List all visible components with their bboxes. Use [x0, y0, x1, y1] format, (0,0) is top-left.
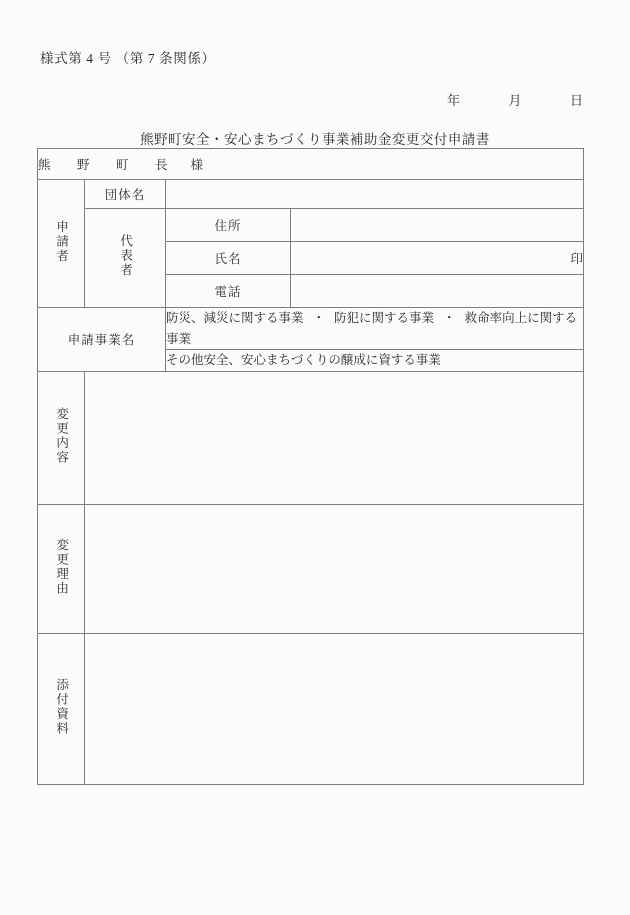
name-value-field[interactable] [291, 242, 584, 275]
change-reason-label-cell [38, 504, 85, 633]
attachments-label-cell [38, 633, 85, 784]
name-label-cell [166, 242, 291, 275]
change-content-field[interactable] [85, 371, 584, 504]
address-label: 住所 [214, 219, 242, 233]
table-row-attachments [38, 633, 584, 784]
page-title: 熊野町安全・安心まちづくり事業補助金変更交付申請書 [140, 132, 490, 147]
addressee-cell [38, 149, 584, 180]
project-option-1[interactable] [166, 308, 584, 350]
date-month-label: 月 [508, 93, 522, 108]
addressee-name: 熊 野 町 長 [38, 158, 175, 172]
project-option-separator: ・ [443, 311, 456, 325]
project-option-1-part-3: 救命率向上に関する事業 [166, 311, 578, 346]
project-option-1-part-1: 防災、減災に関する事業 [166, 311, 304, 325]
organization-label: 団体名 [104, 188, 146, 202]
organization-value-field[interactable] [166, 180, 584, 209]
date-day-label: 日 [569, 93, 583, 108]
organization-label-cell [85, 180, 166, 209]
project-name-label-cell [38, 308, 166, 372]
change-reason-label: 変更理由 [54, 537, 69, 596]
address-value-field[interactable] [291, 209, 584, 242]
date-year-label: 年 [446, 93, 460, 108]
attachments-label: 添付資料 [54, 677, 69, 736]
table-row-change-content [38, 371, 584, 504]
seal-icon: 印 [570, 252, 584, 266]
addressee-honorific: 様 [190, 158, 211, 172]
name-label: 氏名 [214, 252, 242, 266]
table-row-addressee [38, 149, 584, 180]
form-code: 様式第 4 号 （第 7 条関係） [40, 51, 216, 66]
phone-label: 電話 [214, 285, 242, 299]
table-row-change-reason [38, 504, 584, 633]
representative-label: 代表者 [118, 234, 133, 278]
project-name-label: 申請事業名 [67, 333, 136, 348]
address-label-cell [166, 209, 291, 242]
applicant-label-cell [38, 180, 85, 308]
project-option-separator: ・ [312, 311, 326, 325]
table-row-project-option-1 [38, 308, 584, 350]
table-row-address [38, 209, 584, 242]
change-reason-field[interactable] [85, 504, 584, 633]
date-line [0, 90, 583, 109]
project-option-1-part-2: 防犯に関する事業 [334, 311, 435, 325]
change-content-label-cell [38, 371, 85, 504]
attachments-field[interactable] [85, 633, 584, 784]
table-row-organization [38, 180, 584, 209]
application-form-table [37, 148, 584, 785]
change-content-label: 変更内容 [54, 406, 69, 465]
project-option-2[interactable]: その他安全、安心まちづくりの醸成に資する事業 [166, 350, 584, 372]
representative-label-cell [85, 209, 166, 308]
applicant-label: 申請者 [54, 219, 69, 264]
phone-label-cell [166, 275, 291, 308]
phone-value-field[interactable] [291, 275, 584, 308]
